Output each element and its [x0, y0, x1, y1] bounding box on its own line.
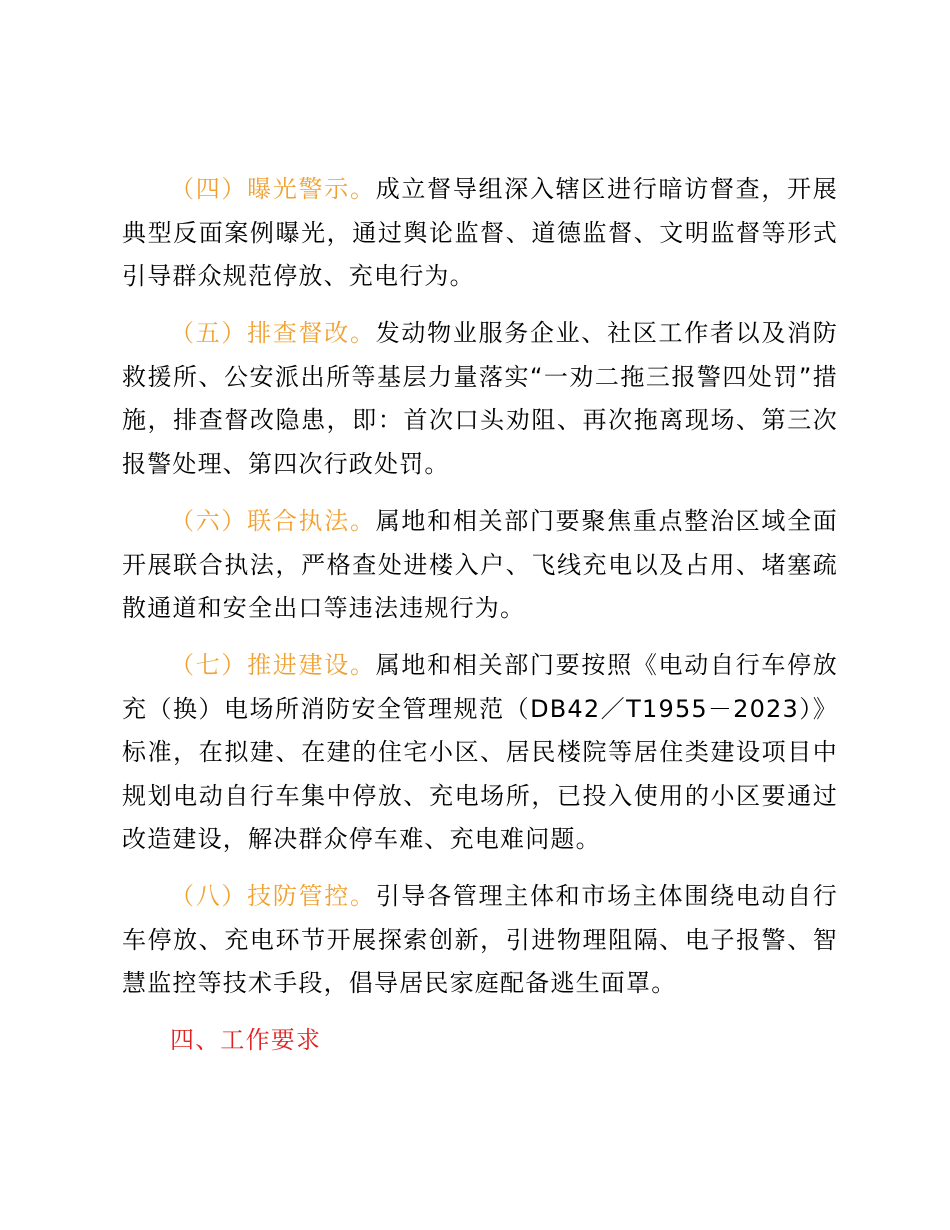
paragraph-lead: （六）联合执法。 — [170, 507, 376, 535]
paragraph-lead: （七）推进建设。 — [170, 651, 376, 679]
paragraph-technical-control — [122, 875, 838, 1006]
paragraph-construction — [122, 644, 838, 862]
paragraph-lead: （五）排查督改。 — [170, 319, 376, 347]
paragraph-body: 属地和相关部门要聚焦重点整治区域全面开展联合执法，严格查处进楼入户、飞线充电以及占用、堵塞疏散通道和安全出口等违法违规行为。 — [122, 507, 838, 622]
paragraph-body: 成立督导组深入辖区进行暗访督查，开展典型反面案例曝光，通过舆论监督、道德监督、文明监督等形式引导群众规范停放、充电行为。 — [122, 175, 838, 290]
paragraph-body: 引导各管理主体和市场主体围绕电动自行车停放、充电环节开展探索创新，引进物理阻隔、电子报警、智慧监控等技术手段，倡导居民家庭配备逃生面罩。 — [122, 882, 838, 997]
paragraph-body: 属地和相关部门要按照《电动自行车停放充（换）电场所消防安全管理规范（DB42／T1955－2023）》标准，在拟建、在建的住宅小区、居民楼院等居住类建设项目中规划电动自行车集中停放、充电场所，已投入使用的小区要通过改造建设，解决群众停车难、充电难问题。 — [122, 651, 838, 853]
section-heading: 四、工作要求 — [170, 1026, 322, 1054]
paragraph-body: 发动物业服务企业、社区工作者以及消防救援所、公安派出所等基层力量落实“一劝二拖三报警四处罚”措施，排查督改隐患，即：首次口头劝阻、再次拖离现场、第三次报警处理、第四次行政处罚。 — [122, 319, 838, 478]
paragraph-lead: （八）技防管控。 — [170, 882, 376, 910]
paragraph-exposure-warning — [122, 168, 838, 299]
paragraph-lead: （四）曝光警示。 — [170, 175, 376, 203]
paragraph-joint-enforcement — [122, 500, 838, 631]
paragraph-inspection-rectification — [122, 312, 838, 486]
